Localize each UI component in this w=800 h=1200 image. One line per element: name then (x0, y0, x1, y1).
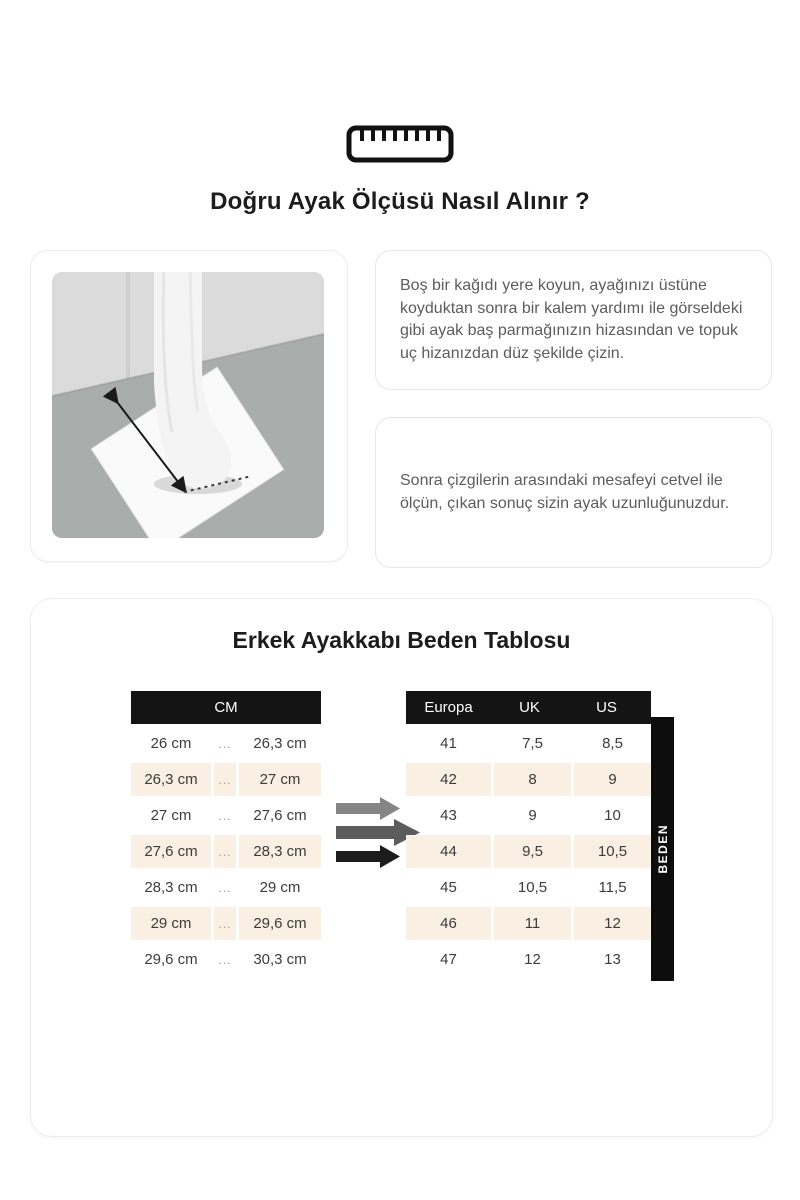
beden-label: BEDEN (655, 824, 670, 874)
table-row: 46 11 12 (406, 907, 651, 940)
cm-table (131, 691, 321, 976)
size-table-title: Erkek Ayakkabı Beden Tablosu (232, 627, 571, 653)
header-europa: Europa (424, 699, 473, 716)
cm-table-header: CM (131, 691, 321, 724)
instruction-step-2 (375, 417, 772, 568)
table-row: 47 12 13 (440, 951, 621, 968)
measurement-photo-card (30, 250, 348, 562)
ruler-icon (346, 124, 454, 164)
conversion-table-header (406, 691, 651, 724)
cm-table-body (131, 727, 321, 976)
table-row: 41 7,5 8,5 (440, 735, 623, 752)
instruction-step-1 (375, 250, 772, 390)
table-row: 42 8 9 (406, 763, 651, 796)
table-row: 26 cm ... 26,3 cm (150, 735, 307, 752)
table-row: 45 10,5 11,5 (440, 879, 627, 896)
table-row: 29,6 cm ... 30,3 cm (144, 951, 307, 968)
table-row: 27 cm ... 27,6 cm (150, 807, 307, 824)
header-us: US (596, 699, 617, 716)
page-title: Doğru Ayak Ölçüsü Nasıl Alınır ? (210, 188, 590, 215)
header-uk: UK (519, 699, 540, 716)
table-row: 43 9 10 (440, 807, 621, 824)
conversion-table (406, 691, 651, 976)
size-table-card (30, 598, 773, 1137)
foot-measurement-photo (52, 272, 324, 538)
table-row: 28,3 cm ... 29 cm (144, 879, 301, 896)
instruction-step-1-text: Boş bir kağıdı yere koyun, ayağınızı üstüne koyduktan sonra bir kalem yardımı ile görseldeki gibi ayak baş parmağınızın hizasından ve topuk uç hizanızdan düz şekilde çizin. (400, 277, 743, 362)
table-row: 44 9,5 10,5 (406, 835, 651, 868)
table-row: 27,6 cm ... 28,3 cm (131, 835, 321, 868)
instruction-step-2-text: Sonra çizgilerin arasındaki mesafeyi cetvel ile ölçün, çıkan sonuç sizin ayak uzunluğunuzdur. (400, 472, 730, 512)
table-row: 26,3 cm ... 27 cm (131, 763, 321, 796)
conversion-table-body (406, 727, 651, 976)
table-row: 29 cm ... 29,6 cm (131, 907, 321, 940)
beden-side-bar (651, 717, 674, 981)
